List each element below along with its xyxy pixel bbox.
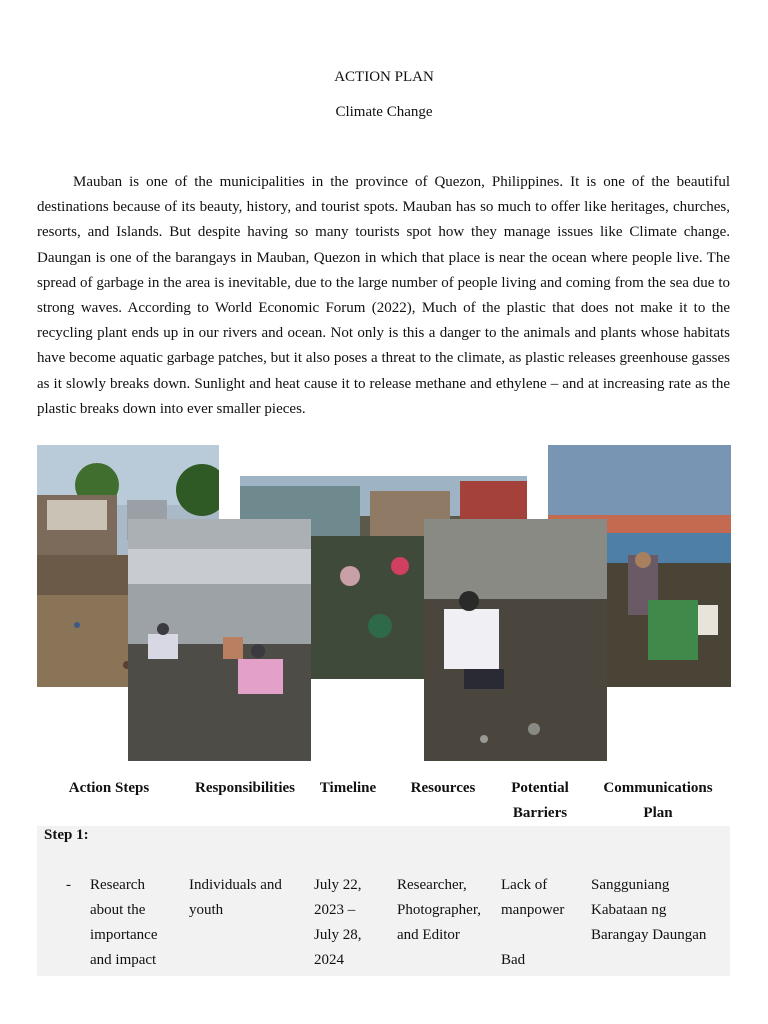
bullet-dash: -	[66, 877, 71, 893]
muddy-shore-cleanup-photo	[424, 519, 607, 761]
header-communications-plan: Communications Plan	[603, 780, 713, 821]
cell-potential-barriers: Lack of manpower Bad	[501, 877, 565, 968]
step-label: Step 1:	[44, 827, 89, 843]
cell-communications-plan: Sangguniang Kabataan ng Barangay Daungan	[591, 877, 707, 943]
cell-resources: Researcher, Photographer, and Editor	[397, 877, 481, 943]
document-subtitle: Climate Change	[335, 104, 433, 120]
sea-shore-cleanup-photo	[128, 519, 311, 761]
header-responsibilities: Responsibilities	[194, 780, 296, 796]
cell-timeline: July 22, 2023 – July 28, 2024	[314, 877, 362, 968]
cell-responsibilities: Individuals and youth	[189, 877, 282, 918]
header-action-steps: Action Steps	[68, 780, 150, 796]
header-resources: Resources	[410, 780, 476, 796]
document-title: ACTION PLAN	[334, 69, 434, 85]
intro-paragraph: Mauban is one of the municipalities in the province of Quezon, Philippines. It is one of the beautiful destinations because of its beauty, history, and tourist spots. Mauban has so much to offer like heritages, churches, resorts, and Islands. But despite having so many tourists spot how they manage issues like Climate change. Daungan is one of the barangays in Mauban, Quezon in which that place is near the ocean where people live. The spread of garbage in the area is inevitable, due to the large number of people living and coming from the sea due to strong waves. According to World Economic Forum (2022), Much of the plastic that does not make it to the recycling plant ends up in our rivers and ocean. Not only is this a danger to the animals and plants whose habitats have become aquatic garbage patches, but it also poses a threat to the climate, as plastic releases greenhouse gasses as it slowly breaks down. Sunlight and heat cause it to release methane and ethylene – and at increasing rate as the plastic breaks down into ever smaller pieces.	[37, 174, 730, 417]
header-timeline: Timeline	[319, 780, 377, 796]
header-potential-barriers: Potential Barriers	[511, 780, 569, 821]
cell-action-step: Research about the importance and impact	[90, 877, 158, 968]
